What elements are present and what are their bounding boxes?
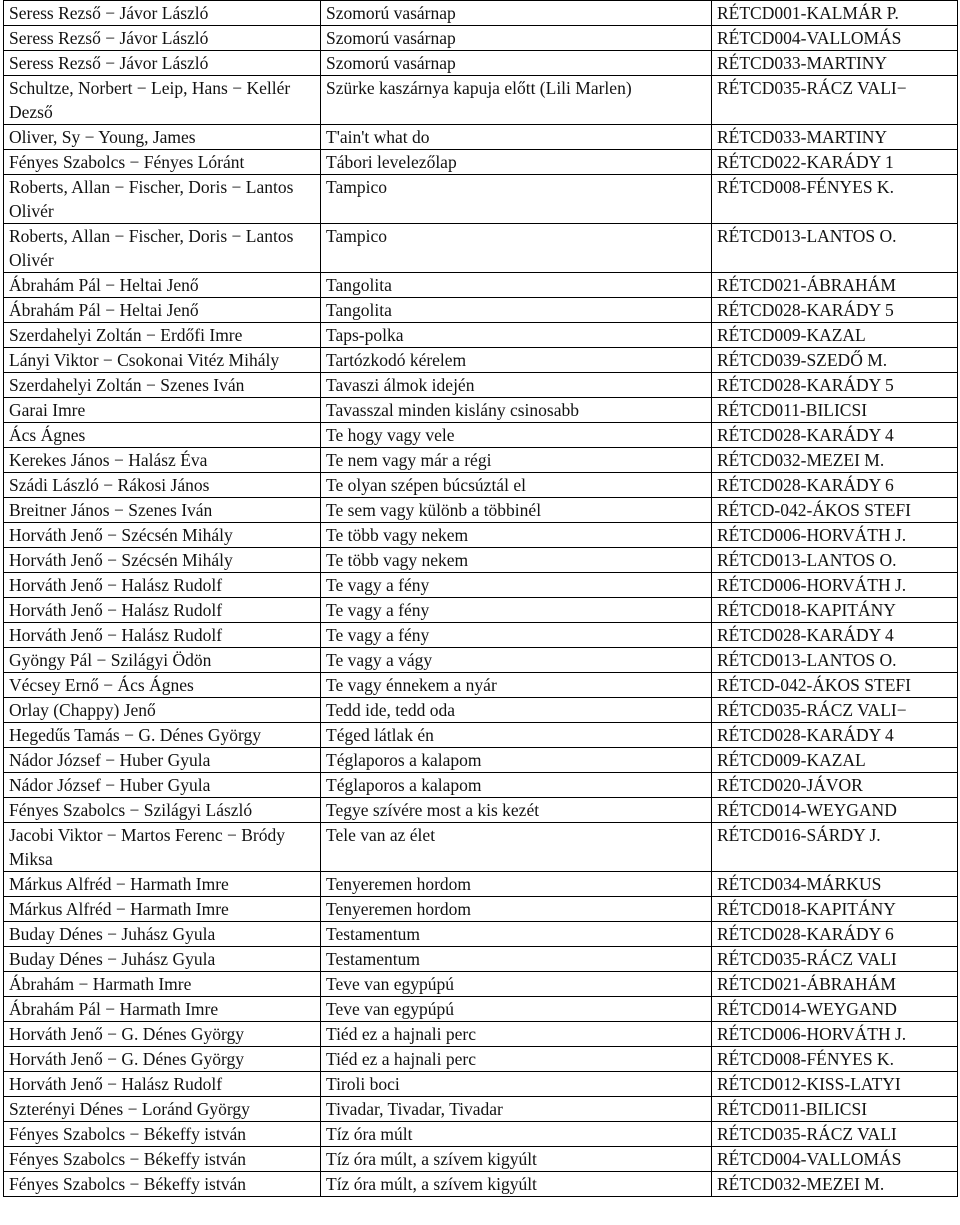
catalog-code-cell: RÉTCD006-HORVÁTH J.	[712, 523, 958, 548]
table-row	[4, 997, 958, 1022]
song-title-cell: Te nem vagy már a régi	[321, 448, 712, 473]
composer-lyricist-cell: Ábrahám Pál − Harmath Imre	[4, 997, 321, 1022]
table-row	[4, 1122, 958, 1147]
song-title-cell: Téglaporos a kalapom	[321, 773, 712, 798]
catalog-code-cell: RÉTCD011-BILICSI	[712, 398, 958, 423]
table-row	[4, 76, 958, 125]
composer-lyricist-cell: Fényes Szabolcs − Békeffy istván	[4, 1122, 321, 1147]
song-title-cell: Tivadar, Tivadar, Tivadar	[321, 1097, 712, 1122]
composer-lyricist-cell: Márkus Alfréd − Harmath Imre	[4, 897, 321, 922]
table-row	[4, 423, 958, 448]
composer-lyricist-cell: Breitner János − Szenes Iván	[4, 498, 321, 523]
composer-lyricist-cell: Márkus Alfréd − Harmath Imre	[4, 872, 321, 897]
song-title-cell: Tenyeremen hordom	[321, 897, 712, 922]
catalog-code-cell: RÉTCD004-VALLOMÁS	[712, 1147, 958, 1172]
table-row	[4, 1172, 958, 1197]
catalog-code-cell: RÉTCD035-RÁCZ VALI	[712, 947, 958, 972]
composer-lyricist-cell: Szádi László − Rákosi János	[4, 473, 321, 498]
composer-lyricist-cell: Horváth Jenő − G. Dénes György	[4, 1022, 321, 1047]
song-title-cell: Te hogy vagy vele	[321, 423, 712, 448]
table-row	[4, 448, 958, 473]
table-row	[4, 1147, 958, 1172]
composer-lyricist-cell: Oliver, Sy − Young, James	[4, 125, 321, 150]
catalog-code-cell: RÉTCD004-VALLOMÁS	[712, 26, 958, 51]
song-catalog-table	[3, 0, 958, 1197]
composer-lyricist-cell: Horváth Jenő − Halász Rudolf	[4, 573, 321, 598]
table-row	[4, 298, 958, 323]
table-row	[4, 723, 958, 748]
song-title-cell: Te vagy a fény	[321, 573, 712, 598]
table-row	[4, 125, 958, 150]
composer-lyricist-cell: Buday Dénes − Juhász Gyula	[4, 947, 321, 972]
song-title-cell: Te vagy a vágy	[321, 648, 712, 673]
composer-lyricist-cell: Horváth Jenő − G. Dénes György	[4, 1047, 321, 1072]
song-title-cell: Tegye szívére most a kis kezét	[321, 798, 712, 823]
catalog-code-cell: RÉTCD013-LANTOS O.	[712, 648, 958, 673]
table-row	[4, 748, 958, 773]
song-title-cell: Teve van egypúpú	[321, 972, 712, 997]
song-title-cell: Testamentum	[321, 922, 712, 947]
song-title-cell: Te vagy a fény	[321, 623, 712, 648]
table-row	[4, 872, 958, 897]
table-row	[4, 51, 958, 76]
table-row	[4, 373, 958, 398]
song-title-cell: Tiéd ez a hajnali perc	[321, 1047, 712, 1072]
table-row	[4, 798, 958, 823]
composer-lyricist-cell: Lányi Viktor − Csokonai Vitéz Mihály	[4, 348, 321, 373]
catalog-code-cell: RÉTCD006-HORVÁTH J.	[712, 1022, 958, 1047]
table-row	[4, 398, 958, 423]
song-title-cell: Te több vagy nekem	[321, 548, 712, 573]
table-row	[4, 498, 958, 523]
catalog-code-cell: RÉTCD014-WEYGAND	[712, 798, 958, 823]
catalog-code-cell: RÉTCD032-MEZEI M.	[712, 448, 958, 473]
table-row	[4, 947, 958, 972]
catalog-code-cell: RÉTCD018-KAPITÁNY	[712, 897, 958, 922]
composer-lyricist-cell: Nádor József − Huber Gyula	[4, 773, 321, 798]
composer-lyricist-cell: Szterényi Dénes − Loránd György	[4, 1097, 321, 1122]
catalog-code-cell: RÉTCD028-KARÁDY 4	[712, 623, 958, 648]
composer-lyricist-cell: Horváth Jenő − Halász Rudolf	[4, 623, 321, 648]
catalog-code-cell: RÉTCD028-KARÁDY 4	[712, 723, 958, 748]
catalog-code-cell: RÉTCD016-SÁRDY J.	[712, 823, 958, 872]
composer-lyricist-cell: Roberts, Allan − Fischer, Doris − Lantos Olivér	[4, 175, 321, 224]
composer-lyricist-cell: Ábrahám Pál − Heltai Jenő	[4, 273, 321, 298]
composer-lyricist-cell: Seress Rezső − Jávor László	[4, 51, 321, 76]
composer-lyricist-cell: Buday Dénes − Juhász Gyula	[4, 922, 321, 947]
composer-lyricist-cell: Szerdahelyi Zoltán − Erdőfi Imre	[4, 323, 321, 348]
composer-lyricist-cell: Fényes Szabolcs − Fényes Lóránt	[4, 150, 321, 175]
composer-lyricist-cell: Nádor József − Huber Gyula	[4, 748, 321, 773]
composer-lyricist-cell: Orlay (Chappy) Jenő	[4, 698, 321, 723]
composer-lyricist-cell: Ábrahám Pál − Heltai Jenő	[4, 298, 321, 323]
composer-lyricist-cell: Fényes Szabolcs − Békeffy istván	[4, 1172, 321, 1197]
table-row	[4, 1047, 958, 1072]
catalog-code-cell: RÉTCD028-KARÁDY 5	[712, 298, 958, 323]
song-title-cell: Tiroli boci	[321, 1072, 712, 1097]
catalog-code-cell: RÉTCD022-KARÁDY 1	[712, 150, 958, 175]
composer-lyricist-cell: Roberts, Allan − Fischer, Doris − Lantos Olivér	[4, 224, 321, 273]
table-row	[4, 823, 958, 872]
song-title-cell: Tavasszal minden kislány csinosabb	[321, 398, 712, 423]
composer-lyricist-cell: Horváth Jenő − Szécsén Mihály	[4, 523, 321, 548]
composer-lyricist-cell: Horváth Jenő − Halász Rudolf	[4, 1072, 321, 1097]
song-title-cell: Tíz óra múlt, a szívem kigyúlt	[321, 1172, 712, 1197]
song-title-cell: Tampico	[321, 224, 712, 273]
song-title-cell: Testamentum	[321, 947, 712, 972]
table-row	[4, 573, 958, 598]
composer-lyricist-cell: Vécsey Ernő − Ács Ágnes	[4, 673, 321, 698]
catalog-code-cell: RÉTCD032-MEZEI M.	[712, 1172, 958, 1197]
song-title-cell: Tangolita	[321, 298, 712, 323]
table-row	[4, 623, 958, 648]
composer-lyricist-cell: Fényes Szabolcs − Békeffy istván	[4, 1147, 321, 1172]
song-title-cell: Tábori levelezőlap	[321, 150, 712, 175]
catalog-code-cell: RÉTCD028-KARÁDY 6	[712, 473, 958, 498]
song-title-cell: Tenyeremen hordom	[321, 872, 712, 897]
table-row	[4, 473, 958, 498]
catalog-code-cell: RÉTCD008-FÉNYES K.	[712, 175, 958, 224]
table-row	[4, 273, 958, 298]
song-title-cell: Tiéd ez a hajnali perc	[321, 1022, 712, 1047]
composer-lyricist-cell: Kerekes János − Halász Éva	[4, 448, 321, 473]
table-row	[4, 698, 958, 723]
table-row	[4, 548, 958, 573]
song-title-cell: Tíz óra múlt, a szívem kigyúlt	[321, 1147, 712, 1172]
song-title-cell: Tartózkodó kérelem	[321, 348, 712, 373]
catalog-code-cell: RÉTCD006-HORVÁTH J.	[712, 573, 958, 598]
composer-lyricist-cell: Horváth Jenő − Halász Rudolf	[4, 598, 321, 623]
table-row	[4, 972, 958, 997]
table-row	[4, 26, 958, 51]
composer-lyricist-cell: Jacobi Viktor − Martos Ferenc − Bródy Miksa	[4, 823, 321, 872]
catalog-code-cell: RÉTCD013-LANTOS O.	[712, 224, 958, 273]
composer-lyricist-cell: Ács Ágnes	[4, 423, 321, 448]
song-title-cell: Te olyan szépen búcsúztál el	[321, 473, 712, 498]
catalog-code-cell: RÉTCD021-ÁBRAHÁM	[712, 273, 958, 298]
song-title-cell: Tavaszi álmok idején	[321, 373, 712, 398]
song-title-cell: Te vagy a fény	[321, 598, 712, 623]
catalog-code-cell: RÉTCD008-FÉNYES K.	[712, 1047, 958, 1072]
table-row	[4, 773, 958, 798]
table-row	[4, 1072, 958, 1097]
catalog-code-cell: RÉTCD009-KAZAL	[712, 323, 958, 348]
table-row	[4, 897, 958, 922]
table-row	[4, 1022, 958, 1047]
table-row	[4, 323, 958, 348]
song-title-cell: Tele van az élet	[321, 823, 712, 872]
table-row	[4, 523, 958, 548]
catalog-code-cell: RÉTCD013-LANTOS O.	[712, 548, 958, 573]
song-title-cell: Tampico	[321, 175, 712, 224]
catalog-code-cell: RÉTCD033-MARTINY	[712, 51, 958, 76]
catalog-code-cell: RÉTCD028-KARÁDY 6	[712, 922, 958, 947]
table-row	[4, 348, 958, 373]
table-row	[4, 1, 958, 26]
composer-lyricist-cell: Ábrahám − Harmath Imre	[4, 972, 321, 997]
table-row	[4, 1097, 958, 1122]
catalog-code-cell: RÉTCD001-KALMÁR P.	[712, 1, 958, 26]
catalog-code-cell: RÉTCD011-BILICSI	[712, 1097, 958, 1122]
table-row	[4, 175, 958, 224]
song-title-cell: Tangolita	[321, 273, 712, 298]
catalog-code-cell: RÉTCD028-KARÁDY 4	[712, 423, 958, 448]
catalog-code-cell: RÉTCD035-RÁCZ VALI−	[712, 76, 958, 125]
catalog-code-cell: RÉTCD018-KAPITÁNY	[712, 598, 958, 623]
song-title-cell: Te vagy énnekem a nyár	[321, 673, 712, 698]
catalog-code-cell: RÉTCD034-MÁRKUS	[712, 872, 958, 897]
catalog-code-cell: RÉTCD035-RÁCZ VALI	[712, 1122, 958, 1147]
song-title-cell: Szomorú vasárnap	[321, 26, 712, 51]
song-title-cell: Téged látlak én	[321, 723, 712, 748]
composer-lyricist-cell: Fényes Szabolcs − Szilágyi László	[4, 798, 321, 823]
composer-lyricist-cell: Garai Imre	[4, 398, 321, 423]
composer-lyricist-cell: Hegedűs Tamás − G. Dénes György	[4, 723, 321, 748]
catalog-code-cell: RÉTCD014-WEYGAND	[712, 997, 958, 1022]
catalog-code-cell: RÉTCD-042-ÁKOS STEFI	[712, 673, 958, 698]
table-row	[4, 922, 958, 947]
song-title-cell: T'ain't what do	[321, 125, 712, 150]
catalog-code-cell: RÉTCD035-RÁCZ VALI−	[712, 698, 958, 723]
catalog-code-cell: RÉTCD009-KAZAL	[712, 748, 958, 773]
song-title-cell: Szomorú vasárnap	[321, 1, 712, 26]
catalog-code-cell: RÉTCD-042-ÁKOS STEFI	[712, 498, 958, 523]
song-title-cell: Teve van egypúpú	[321, 997, 712, 1022]
table-row	[4, 150, 958, 175]
song-title-cell: Szürke kaszárnya kapuja előtt (Lili Marlen)	[321, 76, 712, 125]
song-title-cell: Tedd ide, tedd oda	[321, 698, 712, 723]
composer-lyricist-cell: Szerdahelyi Zoltán − Szenes Iván	[4, 373, 321, 398]
song-title-cell: Téglaporos a kalapom	[321, 748, 712, 773]
composer-lyricist-cell: Gyöngy Pál − Szilágyi Ödön	[4, 648, 321, 673]
catalog-code-cell: RÉTCD020-JÁVOR	[712, 773, 958, 798]
table-row	[4, 673, 958, 698]
song-title-cell: Te több vagy nekem	[321, 523, 712, 548]
catalog-code-cell: RÉTCD028-KARÁDY 5	[712, 373, 958, 398]
catalog-code-cell: RÉTCD012-KISS-LATYI	[712, 1072, 958, 1097]
table-row	[4, 648, 958, 673]
catalog-code-cell: RÉTCD039-SZEDŐ M.	[712, 348, 958, 373]
song-title-cell: Tíz óra múlt	[321, 1122, 712, 1147]
song-title-cell: Te sem vagy különb a többinél	[321, 498, 712, 523]
song-title-cell: Szomorú vasárnap	[321, 51, 712, 76]
composer-lyricist-cell: Schultze, Norbert − Leip, Hans − Kellér Dezső	[4, 76, 321, 125]
composer-lyricist-cell: Horváth Jenő − Szécsén Mihály	[4, 548, 321, 573]
table-body	[4, 1, 958, 1197]
catalog-code-cell: RÉTCD033-MARTINY	[712, 125, 958, 150]
composer-lyricist-cell: Seress Rezső − Jávor László	[4, 26, 321, 51]
table-row	[4, 598, 958, 623]
composer-lyricist-cell: Seress Rezső − Jávor László	[4, 1, 321, 26]
catalog-code-cell: RÉTCD021-ÁBRAHÁM	[712, 972, 958, 997]
song-title-cell: Taps-polka	[321, 323, 712, 348]
table-row	[4, 224, 958, 273]
